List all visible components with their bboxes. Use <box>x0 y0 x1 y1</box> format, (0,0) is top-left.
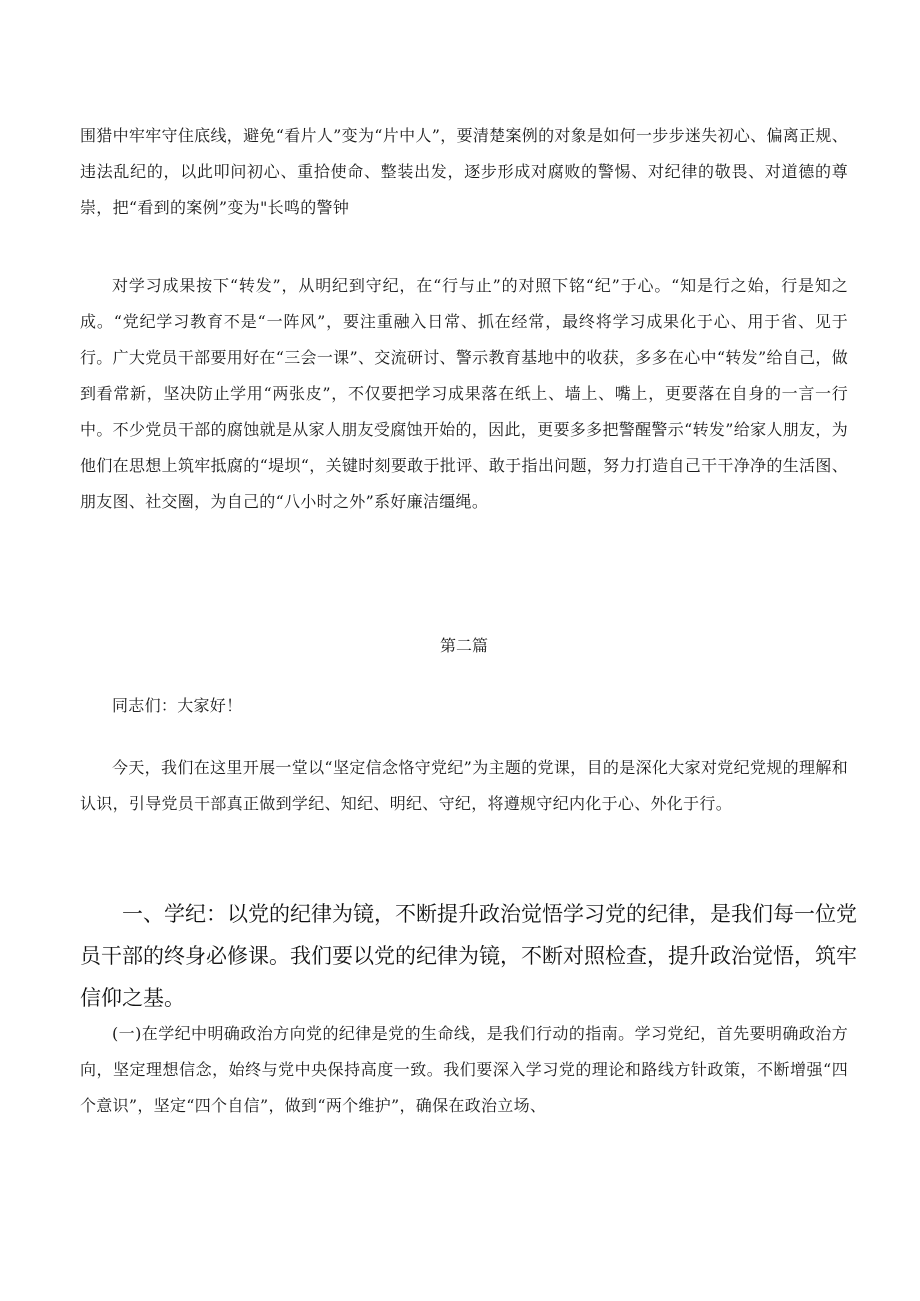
greeting: 同志们：大家好！ <box>112 696 243 715</box>
section-title: 第二篇 <box>439 636 488 655</box>
paragraph-4: (一)在学纪中明确政治方向党的纪律是党的生命线，是我们行动的指南。学习党纪，首先要明确政治方向，坚定理想信念，始终与党中央保持高度一致。我们要深入学习党的理论和路线方针政策，不断增强“四个意识”，坚定“四个自信”，做到“两个维护”，确保在政治立场、 <box>80 1024 848 1115</box>
heading-section-1: 一、学纪：以党的纪律为镜，不断提升政治觉悟学习党的纪律，是我们每一位党员干部的终身必修课。我们要以党的纪律为镜，不断对照检查，提升政治觉悟，筑牢信仰之基。 <box>80 902 857 1010</box>
paragraph-1: 围猎中牢牢守住底线，避免“看片人”变为“片中人”，要清楚案例的对象是如何一步步迷失初心、偏离正规、违法乱纪的，以此叩问初心、重拾使命、整装出发，逐步形成对腐败的警惕、对纪律的敬畏、对道德的尊崇，把“看到的案例”变为"长鸣的警钟 <box>80 126 848 217</box>
paragraph-3: 今天，我们在这里开展一堂以“坚定信念恪守党纪”为主题的党课，目的是深化大家对党纪党规的理解和认识，引导党员干部真正做到学纪、知纪、明纪、守纪，将遵规守纪内化于心、外化于行。 <box>80 758 848 813</box>
paragraph-2: 对学习成果按下“转发”，从明纪到守纪，在“行与止”的对照下铭“纪”于心。“知是行之始，行是知之成。“党纪学习教育不是“一阵风”，要注重融入日常、抓在经常，最终将学习成果化于心、用于省、见于行。广大党员干部要用好在“三会一课”、交流研讨、警示教育基地中的收获，多多在心中“转发”给自己，做到看常新，坚决防止学用“两张皮”，不仅要把学习成果落在纸上、墙上、嘴上，更要落在自身的一言一行中。不少党员干部的腐蚀就是从家人朋友受腐蚀开始的，因此，更要多多把警醒警示“转发”给家人朋友，为他们在思想上筑牢抵腐的“堤坝“，关键时刻要敢于批评、敢于指出问题，努力打造自己干干净净的生活图、朋友图、社交圈，为自己的“八小时之外”系好廉洁缰绳。 <box>80 276 848 511</box>
